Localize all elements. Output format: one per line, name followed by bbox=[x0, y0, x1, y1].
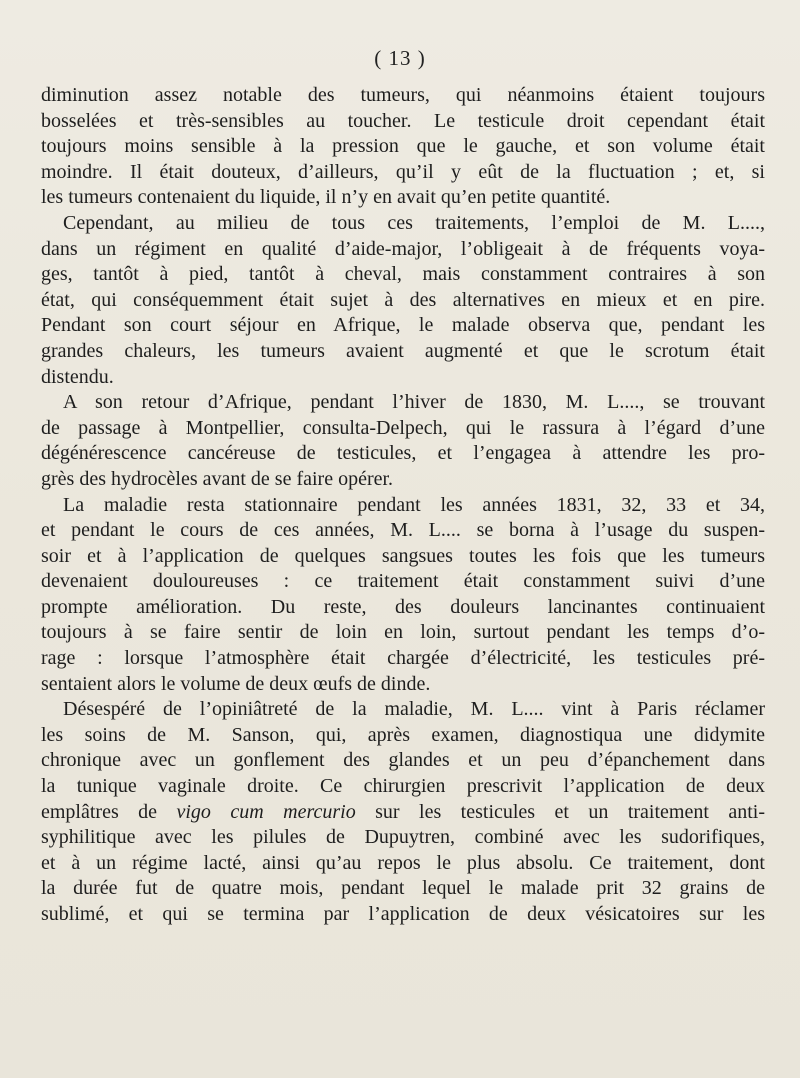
text-line: sentaient alors le volume de deux œufs de dinde. bbox=[41, 672, 431, 695]
paragraph bbox=[41, 83, 765, 211]
text-line: et pendant le cours de ces années, M. L.... se borna à l’usage du suspen- bbox=[41, 519, 765, 542]
italic-latin-term: vigo cum mercurio bbox=[176, 800, 356, 823]
text-line: grès des hydrocèles avant de se faire opérer. bbox=[41, 467, 394, 490]
text-line: état, qui conséquemment était sujet à des alternatives en mieux et en pire. bbox=[41, 288, 765, 311]
text-line: Pendant son court séjour en Afrique, le malade observa que, pendant les bbox=[41, 314, 765, 337]
text-line: rage : lorsque l’atmosphère était chargée d’électricité, les testicules pré- bbox=[41, 647, 765, 670]
text-line: Cependant, au milieu de tous ces traitements, l’emploi de M. L...., bbox=[63, 211, 765, 234]
text-line: de passage à Montpellier, consulta-Delpech, qui le rassura à l’égard d’une bbox=[41, 416, 765, 439]
text-line: la tunique vaginale droite. Ce chirurgien prescrivit l’application de deux bbox=[41, 775, 765, 798]
paragraph bbox=[41, 390, 765, 492]
text-line: bosselées et très-sensibles au toucher. Le testicule droit cependant était bbox=[41, 109, 765, 132]
paragraph bbox=[41, 211, 765, 390]
text-line: toujours moins sensible à la pression que le gauche, et son volume était bbox=[41, 135, 765, 158]
text-line: prompte amélioration. Du reste, des douleurs lancinantes continuaient bbox=[41, 595, 765, 618]
text-line: toujours à se faire sentir de loin en loin, surtout pendant les temps d’o- bbox=[41, 621, 765, 644]
text-line: soir et à l’application de quelques sangsues toutes les fois que les tumeurs bbox=[41, 544, 765, 567]
text-line: grandes chaleurs, les tumeurs avaient augmenté et que le scrotum était bbox=[41, 339, 765, 362]
text-line: distendu. bbox=[41, 365, 114, 388]
text-line: dégénérescence cancéreuse de testicules, et l’engagea à attendre les pro- bbox=[41, 442, 765, 465]
text-line: syphilitique avec les pilules de Dupuytren, combiné avec les sudorifiques, bbox=[41, 826, 765, 849]
text-line bbox=[41, 800, 765, 826]
text-line: moindre. Il était douteux, d’ailleurs, qu’il y eût de la fluctuation ; et, si bbox=[41, 160, 765, 183]
text-line: sublimé, et qui se termina par l’application de deux vésicatoires sur les bbox=[41, 903, 765, 925]
text-line: devenaient douloureuses : ce traitement était constamment suivi d’une bbox=[41, 570, 765, 593]
text-fragment: sur les testicules et un traitement anti- bbox=[355, 800, 765, 823]
page-number: ( 13 ) bbox=[374, 46, 426, 70]
text-line: les tumeurs contenaient du liquide, il n’y en avait qu’en petite quantité. bbox=[41, 186, 611, 209]
paragraph bbox=[41, 697, 765, 927]
text-line: la durée fut de quatre mois, pendant lequel le malade prit 32 grains de bbox=[41, 877, 765, 900]
text-line: diminution assez notable des tumeurs, qui néanmoins étaient toujours bbox=[41, 84, 765, 106]
text-line: les soins de M. Sanson, qui, après examen, diagnostiqua une didymite bbox=[41, 723, 765, 746]
text-line: La maladie resta stationnaire pendant les années 1831, 32, 33 et 34, bbox=[63, 493, 765, 516]
text-line: Désespéré de l’opiniâtreté de la maladie, M. L.... vint à Paris réclamer bbox=[63, 698, 765, 721]
paragraph bbox=[41, 493, 765, 698]
text-fragment: emplâtres de bbox=[41, 800, 177, 823]
body-text bbox=[41, 83, 765, 928]
text-line: chronique avec un gonflement des glandes et un peu d’épanchement dans bbox=[41, 749, 765, 772]
text-line: A son retour d’Afrique, pendant l’hiver de 1830, M. L...., se trouvant bbox=[63, 391, 765, 414]
text-line: ges, tantôt à pied, tantôt à cheval, mais constamment contraires à son bbox=[41, 263, 765, 286]
text-line: dans un régiment en qualité d’aide-major, l’obligeait à de fréquents voya- bbox=[41, 237, 765, 260]
text-line: et à un régime lacté, ainsi qu’au repos le plus absolu. Ce traitement, dont bbox=[41, 851, 765, 874]
